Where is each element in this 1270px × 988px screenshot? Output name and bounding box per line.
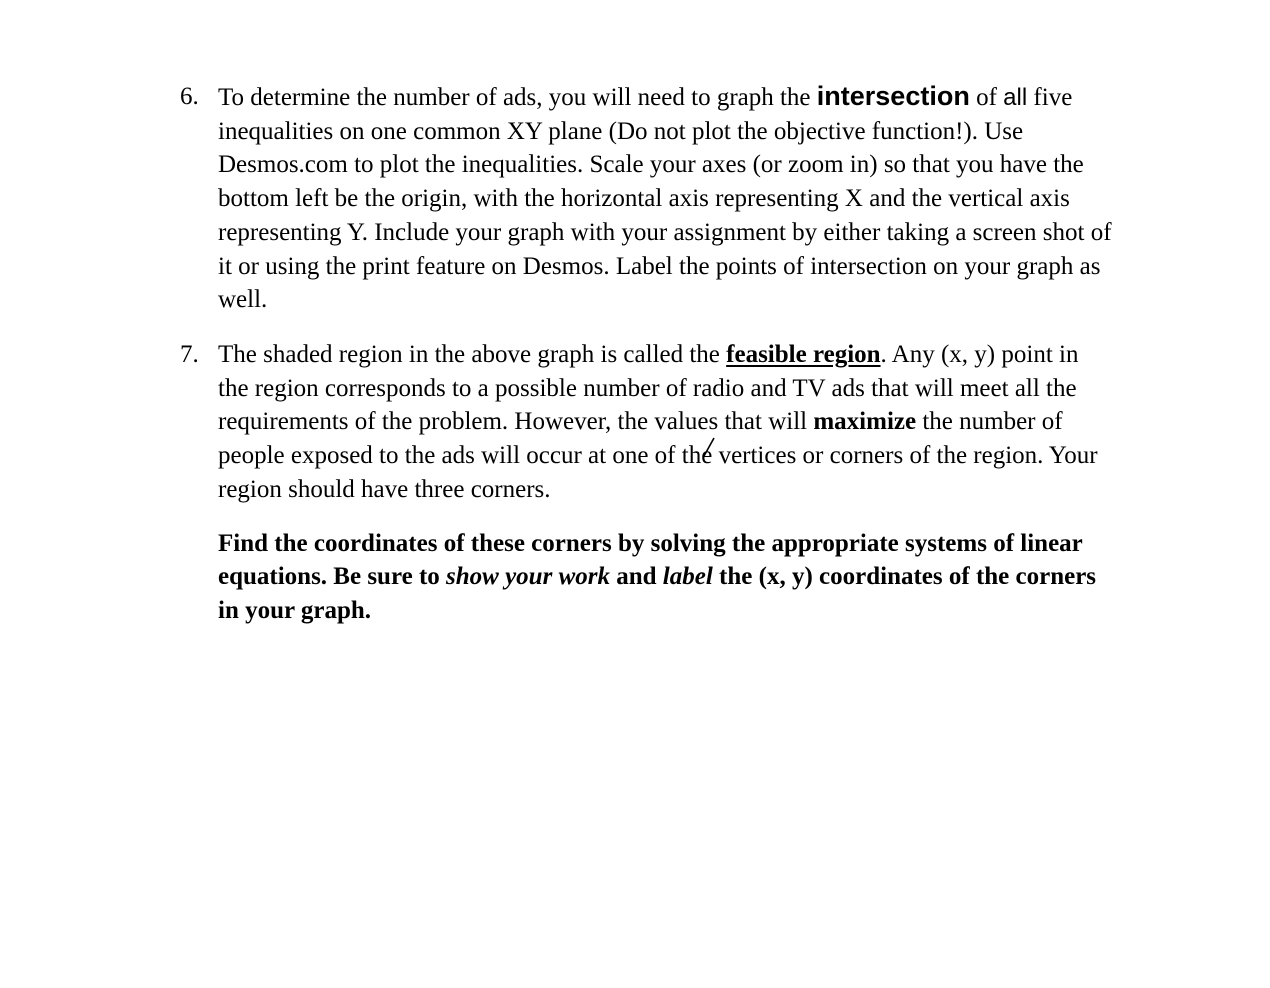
text-span: the (x, y) coordinates of the corners — [712, 563, 1097, 591]
item-number-7: 7. — [180, 341, 199, 368]
text-span: e — [701, 442, 713, 470]
text-span: requirements of the problem. However, the values that will — [218, 408, 814, 436]
item-7-line-1 — [218, 338, 1138, 372]
item-6-line-3: Desmos.com to plot the inequalities. Scale your axes (or zoom in) so that you have the — [218, 151, 1084, 179]
item-7-line-5: region should have three corners. — [218, 475, 551, 503]
emphasis-label: label — [662, 563, 713, 591]
term-feasible-region: feasible region — [726, 341, 881, 368]
text-span: To determine the number of ads, you will need to graph the — [218, 84, 817, 111]
item-6-line-7: well. — [218, 286, 268, 314]
emphasis-show-your-work: show your work — [446, 563, 610, 591]
text-span: five — [1027, 84, 1073, 111]
item-6-line-6: it or using the print feature on Desmos. Label the points of intersection on your graph as — [218, 252, 1101, 280]
item-number-6: 6. — [180, 83, 199, 110]
emphasis-intersection: intersection — [816, 81, 970, 111]
text-span: people exposed to the ads will occur at one of th — [218, 442, 702, 470]
item-7-line-3 — [218, 405, 1138, 439]
item-6-line-1 — [218, 80, 1138, 115]
item-6-line-5: representing Y. Include your graph with your assignment by either taking a screen shot of — [218, 218, 1112, 246]
text-span: The shaded region in the above graph is called the — [218, 341, 727, 368]
text-span: vertices or corners of the region. Your — [712, 442, 1098, 470]
edited-letter — [701, 442, 712, 469]
instruction-line-3: in your graph. — [218, 596, 372, 624]
item-6-line-2: inequalities on one common XY plane (Do not plot the objective function!). Use — [218, 117, 1024, 145]
emphasis-all: all — [1003, 84, 1028, 111]
text-span: equations. Be sure to — [218, 563, 447, 591]
text-span: . Any (x, y) point in — [880, 341, 1079, 368]
emphasis-maximize: maximize — [813, 408, 917, 436]
item-7-line-2: the region corresponds to a possible number of radio and TV ads that will meet all the — [218, 374, 1077, 402]
item-6-line-4: bottom left be the origin, with the horizontal axis representing X and the vertical axis — [218, 185, 1070, 213]
pen-mark-icon — [702, 436, 716, 458]
item-7-line-4 — [218, 439, 1138, 473]
instruction-line-1: Find the coordinates of these corners by solving the appropriate systems of linear — [218, 530, 1083, 557]
text-span: and — [609, 563, 663, 591]
text-span: of — [969, 84, 1004, 111]
instruction-line-2 — [218, 560, 1138, 593]
text-span: the number of — [916, 408, 1063, 436]
instruction-paragraph — [218, 527, 1138, 627]
item-7-text — [218, 338, 1138, 507]
item-6-text — [218, 80, 1138, 317]
